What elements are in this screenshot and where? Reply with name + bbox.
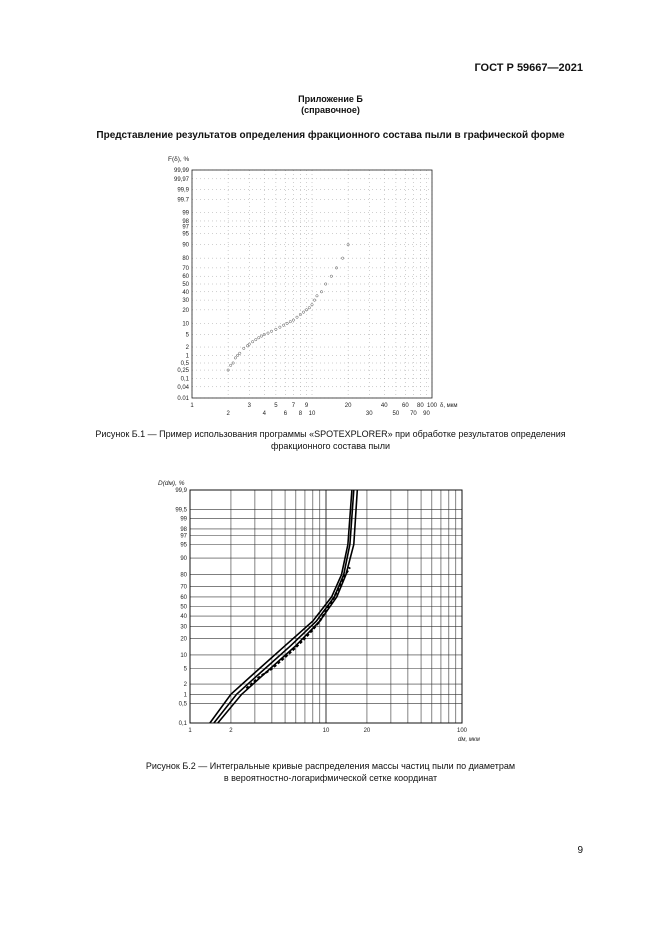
y-tick-label: 50	[180, 604, 187, 611]
x-tick-label: 8	[298, 411, 303, 417]
x-tick-label: 50	[392, 411, 400, 417]
x-tick-label: 10	[322, 728, 330, 734]
x-tick-label: 1	[190, 403, 194, 409]
y-tick-label: 1	[185, 353, 189, 360]
y-tick-label: 95	[180, 542, 187, 549]
figure-1-caption	[0, 428, 661, 452]
section-title: Представление результатов определения фракционного состава пыли в графической форме	[96, 130, 565, 141]
y-tick-label: 30	[182, 298, 189, 305]
x-tick-label: 7	[291, 403, 296, 409]
appendix-title: Приложение Б	[298, 94, 363, 104]
y-tick-label: 95	[182, 231, 189, 238]
x-tick-label: 40	[380, 403, 388, 409]
data-point	[341, 257, 343, 259]
y-tick-label: 99,5	[175, 507, 187, 514]
y-axis-label: D(dм), %	[158, 480, 185, 487]
data-point	[255, 338, 257, 340]
figure-2-caption-line2: в вероятностно-логарифмической сетке координат	[223, 773, 438, 783]
x-tick-label: 2	[229, 728, 233, 734]
data-point	[258, 337, 260, 339]
y-tick-label: 2	[185, 345, 189, 352]
x-tick-label: 3	[247, 403, 251, 409]
figure-1-caption-line1: Рисунок Б.1 — Пример использования программы «SPOTEXPLORER» при обработке результатов определения	[95, 429, 566, 439]
series-line-4	[246, 567, 350, 688]
appendix-type: (справочное)	[301, 105, 360, 115]
y-tick-label: 5	[183, 666, 187, 673]
y-tick-label: 98	[182, 218, 189, 225]
x-tick-label: 60	[402, 403, 409, 409]
data-point	[251, 341, 253, 343]
page-number: 9	[577, 845, 583, 856]
y-tick-label: 10	[182, 321, 189, 328]
data-point	[243, 347, 245, 349]
y-tick-label: 20	[180, 636, 187, 643]
x-tick-label: 20	[363, 728, 371, 734]
y-tick-label: 99,9	[175, 488, 187, 494]
y-tick-label: 99,97	[173, 176, 189, 183]
figure-2-caption	[0, 760, 661, 784]
y-tick-label: 99	[180, 516, 187, 523]
x-tick-label: 100	[426, 403, 438, 409]
y-tick-label: 60	[180, 594, 187, 601]
data-point	[229, 364, 231, 366]
y-tick-label: 99,9	[177, 187, 189, 194]
y-tick-label: 40	[182, 289, 189, 296]
y-tick-label: 90	[180, 556, 187, 563]
y-tick-label: 99	[182, 210, 189, 217]
x-tick-label: 20	[344, 403, 352, 409]
y-tick-label: 99,99	[173, 168, 189, 174]
data-point	[270, 330, 272, 332]
x-tick-label: 70	[410, 411, 417, 417]
y-tick-label: 40	[180, 614, 187, 621]
y-tick-label: 0,04	[177, 384, 189, 391]
x-tick-label: 80	[417, 403, 424, 409]
y-tick-label: 97	[180, 533, 187, 540]
data-point	[267, 332, 269, 334]
figure-2-chart	[150, 475, 490, 750]
y-tick-label: 30	[180, 624, 187, 631]
appendix-heading	[0, 94, 661, 116]
data-point	[279, 326, 281, 328]
x-tick-label: 30	[365, 411, 373, 417]
y-tick-label: 0,1	[180, 376, 189, 383]
y-tick-label: 0,25	[177, 368, 189, 375]
y-tick-label: 0,5	[178, 701, 187, 708]
x-tick-label: 6	[283, 411, 288, 417]
figure-2-caption-line1: Рисунок Б.2 — Интегральные кривые распределения массы частиц пыли по диаметрам	[145, 761, 516, 771]
data-point	[296, 316, 298, 318]
y-tick-label: 0,5	[180, 361, 189, 368]
data-point	[289, 320, 291, 322]
data-point	[239, 352, 241, 354]
y-tick-label: 70	[180, 584, 187, 591]
figure-1-chart	[150, 150, 490, 418]
figure-1-caption-line2: фракционного состава пыли	[270, 441, 391, 451]
document-code: ГОСТ Р 59667—2021	[474, 62, 583, 74]
y-tick-label: 0.01	[177, 396, 189, 402]
data-point	[260, 335, 262, 337]
y-axis-label: F(δ), %	[168, 156, 190, 163]
data-point	[313, 299, 315, 301]
y-tick-label: 2	[183, 682, 187, 689]
x-tick-label: 100	[456, 728, 468, 734]
data-point	[302, 311, 304, 313]
data-point	[308, 307, 310, 309]
x-axis-label: dм, мкм	[458, 737, 480, 743]
y-tick-label: 99.7	[177, 197, 189, 204]
x-tick-label: 9	[304, 403, 309, 409]
data-point	[282, 324, 284, 326]
y-tick-label: 50	[182, 282, 189, 288]
data-point	[292, 319, 294, 321]
y-tick-label: 70	[182, 265, 189, 272]
data-point	[311, 304, 313, 306]
x-tick-label: 5	[274, 403, 278, 409]
y-tick-label: 60	[182, 274, 189, 281]
data-point	[316, 295, 318, 297]
x-tick-label: 4	[262, 411, 266, 417]
x-axis-label: δ, мкм	[440, 403, 458, 409]
y-tick-label: 98	[180, 526, 187, 533]
data-point	[286, 322, 288, 324]
y-tick-label: 97	[182, 224, 189, 231]
x-tick-label: 1	[188, 728, 192, 734]
x-tick-label: 10	[308, 411, 316, 417]
x-tick-label: 90	[423, 411, 430, 417]
data-point	[248, 343, 250, 345]
y-tick-label: 0,1	[178, 721, 187, 727]
y-tick-label: 1	[183, 692, 187, 699]
y-tick-label: 10	[180, 652, 187, 659]
y-tick-label: 80	[180, 572, 187, 579]
y-tick-label: 80	[182, 256, 189, 263]
x-tick-label: 2	[226, 411, 230, 417]
y-tick-label: 5	[185, 332, 189, 339]
data-point	[234, 357, 236, 359]
y-tick-label: 20	[182, 307, 189, 314]
y-tick-label: 90	[182, 242, 189, 249]
